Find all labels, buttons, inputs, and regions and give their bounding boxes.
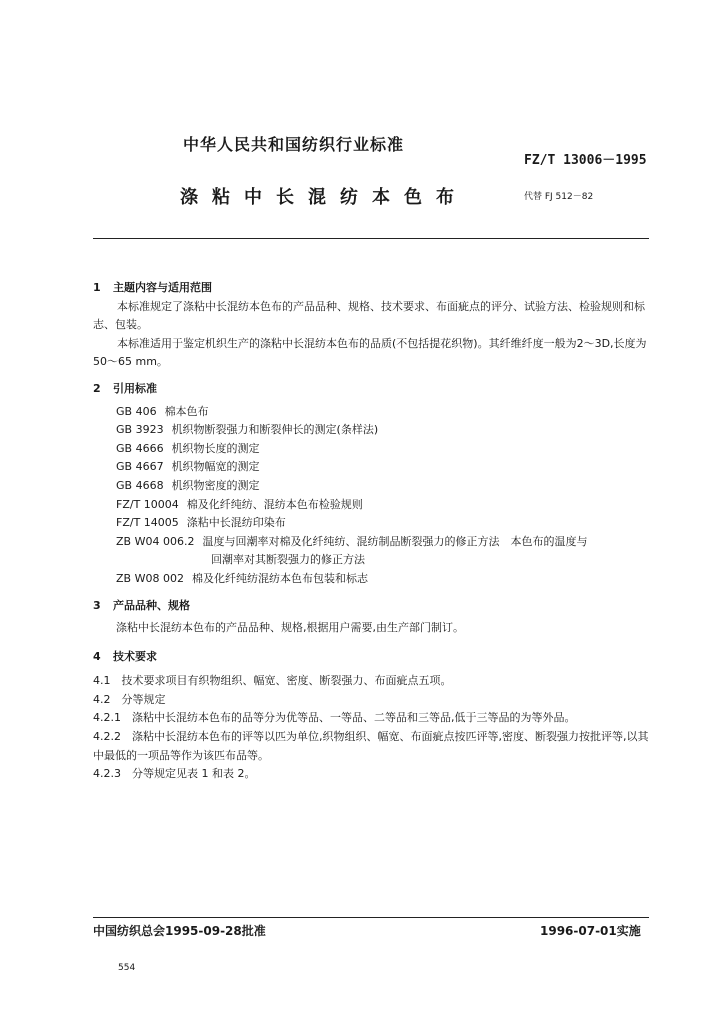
section-3-paragraph: 涤粘中长混纺本色布的产品品种、规格,根据用户需要,由生产部门制订。 bbox=[116, 621, 464, 635]
reference-item: GB 4666 机织物长度的测定 bbox=[116, 441, 260, 455]
clause-4-2-1: 4.2.1 涤粘中长混纺本色布的品等分为优等品、一等品、二等品和三等品,低于三等品的为等外品。 bbox=[93, 711, 576, 725]
footer-divider bbox=[93, 917, 649, 918]
section-number: 4 bbox=[93, 649, 101, 663]
clause-4-2: 4.2 分等规定 bbox=[93, 692, 166, 706]
reference-item: GB 4668 机织物密度的测定 bbox=[116, 478, 260, 492]
section-title: 引用标准 bbox=[113, 381, 157, 395]
effective-date: 1996-07-01实施 bbox=[540, 924, 641, 938]
section-3-heading bbox=[93, 597, 650, 616]
reference-item: ZB W04 006.2 温度与回潮率对棉及化纤纯纺、混纺制品断裂强力的修正方法 本色布的温度与 bbox=[116, 534, 588, 548]
clause-4-2-3: 4.2.3 分等规定见表 1 和表 2。 bbox=[93, 767, 256, 781]
reference-item: GB 3923 机织物断裂强力和断裂伸长的测定(条样法) bbox=[116, 423, 379, 437]
section-number: 3 bbox=[93, 598, 101, 612]
section-number: 2 bbox=[93, 381, 101, 395]
page-number: 554 bbox=[118, 963, 136, 973]
approval-date: 中国纺织总会1995-09-28批准 bbox=[93, 924, 266, 938]
section-1-paragraph-1: 本标准规定了涤粘中长混纺本色布的产品品种、规格、技术要求、布面疵点的评分、试验方法、检验规则和标志、包装。 bbox=[93, 299, 645, 332]
reference-item: GB 4667 机织物幅宽的测定 bbox=[116, 460, 260, 474]
section-title: 产品品种、规格 bbox=[113, 598, 190, 612]
section-1-paragraph-2: 本标准适用于鉴定机织生产的涤粘中长混纺本色布的品质(不包括提花织物)。其纤维纤度一般为2～3D,长度为 50～65 mm。 bbox=[93, 336, 647, 369]
section-title: 主题内容与适用范围 bbox=[113, 281, 212, 294]
replaces-note: 代替 FJ 512－82 bbox=[524, 192, 594, 202]
document-body bbox=[93, 279, 650, 784]
document-title: 涤粘中长混纺本色布 bbox=[180, 187, 468, 208]
section-title: 技术要求 bbox=[113, 649, 157, 663]
section-1-heading bbox=[93, 279, 650, 298]
header-divider bbox=[93, 238, 649, 239]
section-2-heading bbox=[93, 380, 650, 399]
reference-item: GB 406 棉本色布 bbox=[116, 404, 209, 418]
clause-4-1: 4.1 技术要求项目有织物组织、幅宽、密度、断裂强力、布面疵点五项。 bbox=[93, 674, 452, 688]
section-number: 1 bbox=[93, 281, 101, 294]
reference-list bbox=[93, 403, 650, 589]
standard-code: FZ/T 13006－1995 bbox=[524, 153, 647, 168]
clause-4-2-2: 4.2.2 涤粘中长混纺本色布的评等以匹为单位,织物组织、幅宽、布面疵点按匹评等,密度、断裂强力按批评等,以其中最低的一项品等作为该匹布品等。 bbox=[93, 730, 649, 762]
reference-item-continuation: 回潮率对其断裂强力的修正方法 bbox=[211, 553, 365, 567]
section-4-heading bbox=[93, 648, 650, 667]
reference-item: FZ/T 10004 棉及化纤纯纺、混纺本色布检验规则 bbox=[116, 497, 363, 511]
reference-item: FZ/T 14005 涤粘中长混纺印染布 bbox=[116, 516, 286, 530]
standard-name: 中华人民共和国纺织行业标准 bbox=[183, 135, 405, 154]
reference-item: ZB W08 002 棉及化纤纯纺混纺本色布包装和标志 bbox=[116, 571, 368, 585]
